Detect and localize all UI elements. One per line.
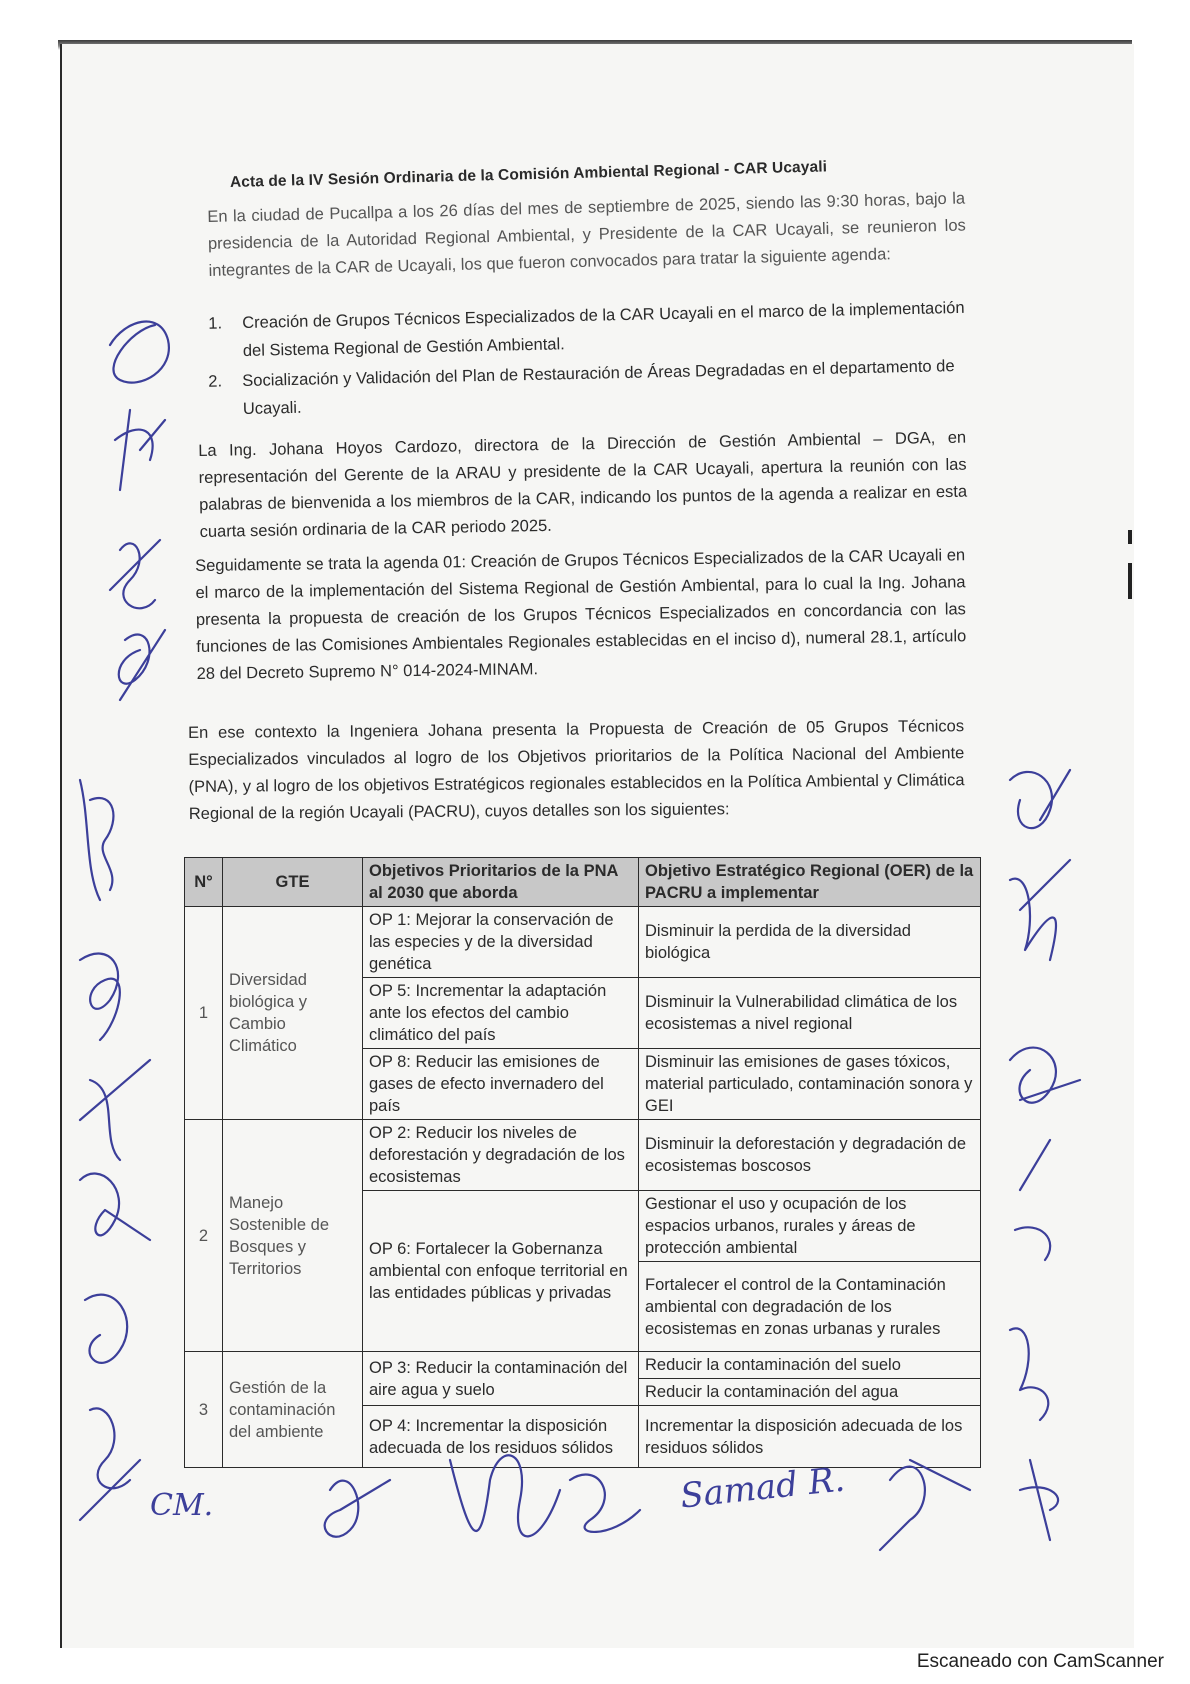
- agenda-item-text: Creación de Grupos Técnicos Especializados de la CAR Ucayali en el marco de la implementación del Sistema Regional de Gestión Ambiental.: [242, 298, 965, 360]
- header-op: Objetivos Prioritarios de la PNA al 2030 que aborda: [363, 858, 639, 907]
- header-gte: GTE: [223, 858, 363, 907]
- signature-lettering: CM.: [150, 1488, 214, 1523]
- oer-cell: Disminuir las emisiones de gases tóxicos, material particulado, contaminación sonora y GEI: [639, 1049, 981, 1120]
- oer-cell: Gestionar el uso y ocupación de los espacios urbanos, rurales y áreas de protección ambiental: [639, 1191, 981, 1262]
- page-edge-mark: [1128, 530, 1132, 544]
- oer-cell: Disminuir la deforestación y degradación de ecosistemas boscosos: [639, 1120, 981, 1191]
- oer-cell: Reducir la contaminación del agua: [639, 1379, 981, 1406]
- gte-table: [184, 857, 981, 1468]
- oer-cell: Reducir la contaminación del suelo: [639, 1352, 981, 1379]
- group-name: Gestión de la contaminación del ambiente: [223, 1352, 363, 1468]
- oer-cell: Fortalecer el control de la Contaminación ambiental con degradación de los ecosistemas en zonas urbanas y rurales: [639, 1262, 981, 1352]
- scanner-watermark: Escaneado con CamScanner: [916, 1651, 1164, 1672]
- op-cell: OP 1: Mejorar la conservación de las especies y de la diversidad genética: [363, 907, 639, 978]
- opening-paragraph: La Ing. Johana Hoyos Cardozo, directora de la Dirección de Gestión Ambiental – DGA, en representación del Gerente de la ARAU y presidente de la CAR Ucayali, apertura la reunión con las palabras de bienvenida a los miembros de la CAR, indicando los puntos de la agenda a realizar en esta cuarta sesión ordinaria de la CAR periodo 2025.: [198, 428, 968, 541]
- group-number: 3: [185, 1352, 223, 1468]
- oer-cell: Disminuir la Vulnerabilidad climática de los ecosistemas a nivel regional: [639, 978, 981, 1049]
- agenda-item-number: 1.: [208, 314, 223, 333]
- op-cell: OP 8: Reducir las emisiones de gases de efecto invernadero del país: [363, 1049, 639, 1120]
- op-cell: OP 2: Reducir los niveles de deforestación y degradación de los ecosistemas: [363, 1120, 639, 1191]
- table-row: [185, 1352, 981, 1379]
- signature-lettering: Samad R.: [678, 1459, 847, 1517]
- oer-cell: Incrementar la disposición adecuada de los residuos sólidos: [639, 1406, 981, 1468]
- table-header-row: [185, 858, 981, 907]
- group-number: 1: [185, 907, 223, 1120]
- page-edge-mark: [1128, 563, 1132, 599]
- group-name: Manejo Sostenible de Bosques y Territorios: [223, 1120, 363, 1352]
- op-cell: OP 4: Incrementar la disposición adecuada de los residuos sólidos: [363, 1406, 639, 1468]
- header-num: N°: [185, 858, 223, 907]
- intro-paragraph: En la ciudad de Pucallpa a los 26 días del mes de septiembre de 2025, siendo las 9:30 horas, bajo la presidencia de la Autoridad Regional Ambiental, y Presidente de la CAR Ucayali, se reunieron los integrantes de la CAR de Ucayali, los que fueron convocados para tratar la siguiente agenda:: [207, 189, 966, 280]
- oer-cell: Disminuir la perdida de la diversidad biológica: [639, 907, 981, 978]
- agenda-item-text: Socialización y Validación del Plan de Restauración de Áreas Degradadas en el departamento de Ucayali.: [242, 357, 955, 418]
- agenda-item-number: 2.: [208, 372, 223, 391]
- op-cell: OP 6: Fortalecer la Gobernanza ambiental con enfoque territorial en las entidades públicas y privadas: [363, 1191, 639, 1352]
- document-title: Acta de la IV Sesión Ordinaria de la Comisión Ambiental Regional - CAR Ucayali: [229, 158, 828, 191]
- op-cell: OP 3: Reducir la contaminación del aire agua y suelo: [363, 1352, 639, 1406]
- group-name: Diversidad biológica y Cambio Climático: [223, 907, 363, 1120]
- header-oer: Objetivo Estratégico Regional (OER) de la PACRU a implementar: [639, 858, 981, 907]
- proposal-paragraph: En ese contexto la Ingeniera Johana presenta la Propuesta de Creación de 05 Grupos Técnicos Especializados vinculados al logro de los Objetivos prioritarios de la Política Nacional del Ambiente (PNA), y al logro de los objetivos Estratégicos regionales establecidos en la Política Ambiental y Climática Regional de la región Ucayali (PACRU), cuyos detalles son los siguientes:: [188, 717, 965, 823]
- table-row: [185, 1120, 981, 1191]
- table-row: [185, 907, 981, 978]
- agenda-01-paragraph: Seguidamente se trata la agenda 01: Creación de Grupos Técnicos Especializados de la CAR Ucayali en el marco de la implementación del Sistema Regional de Gestión Ambiental, para lo cual la Ing. Johana presenta la propuesta de creación de los Grupos Técnicos Especializados en concordancia con las funciones de las Comisiones Ambientales Regionales establecidas en el inciso d), numeral 28.1, artículo 28 del Decreto Supremo N° 014-2024-MINAM.: [195, 546, 967, 683]
- signature-icon: [80, 300, 190, 720]
- signature-icon: [150, 1420, 1110, 1570]
- signature-icon: [990, 760, 1100, 1520]
- op-cell: OP 5: Incrementar la adaptación ante los efectos del cambio climático del país: [363, 978, 639, 1049]
- group-number: 2: [185, 1120, 223, 1352]
